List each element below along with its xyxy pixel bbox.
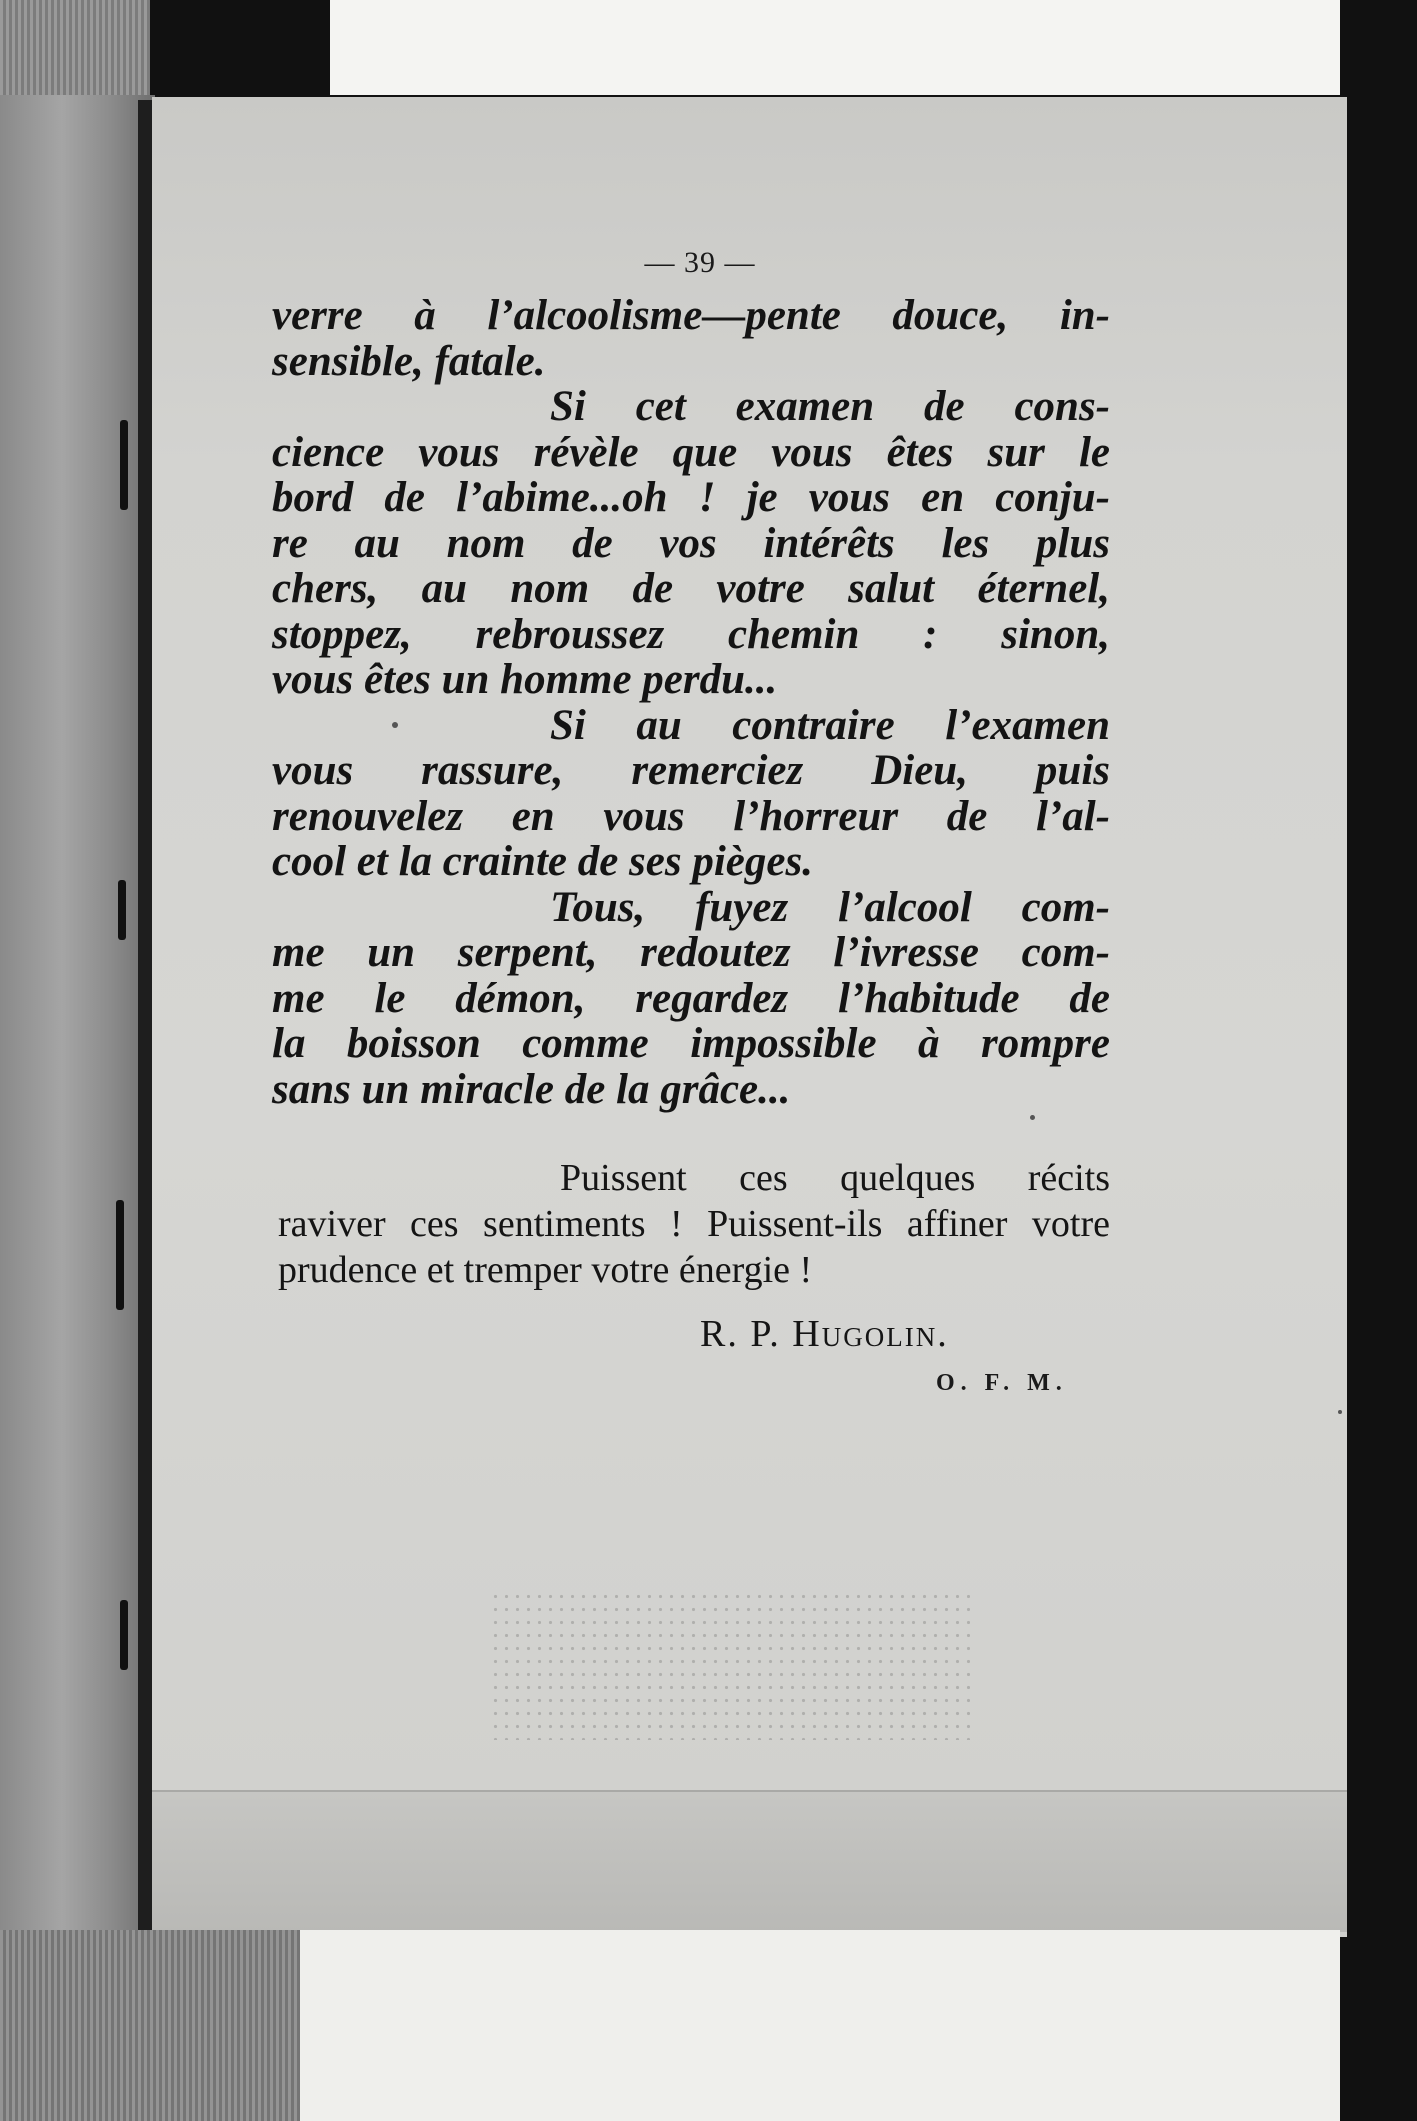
text-line: prudence et tremper votre énergie ! — [278, 1249, 813, 1291]
text-line: verre à l’alcoolisme—pente douce, in- — [272, 292, 1110, 339]
text-line: Tous, fuyez l’alcool com- — [550, 883, 1110, 931]
text-line: me un serpent, redoutez l’ivresse com- — [272, 929, 1110, 976]
text-line: cience vous révèle que vous êtes sur le — [272, 428, 1110, 476]
binding-cloth-top — [0, 0, 150, 95]
page-number: — 39 — — [644, 246, 756, 279]
text-line: la boisson comme impossible à rompre — [272, 1020, 1110, 1067]
text-line: vous rassure, remerciez Dieu, puis — [272, 747, 1110, 794]
background-page-top — [330, 0, 1340, 95]
ink-speck — [1338, 1410, 1342, 1414]
text-line: Puissent ces quelques récits — [560, 1157, 1110, 1199]
closing-paragraph — [278, 1155, 1110, 1293]
author-signature: R. P. Hugolin. — [700, 1313, 949, 1355]
show-through-noise — [490, 1590, 970, 1740]
text-line: raviver ces sentiments ! Puissent-ils affiner votre — [278, 1203, 1110, 1245]
text-line: Si cet examen de cons- — [550, 383, 1110, 430]
ink-speck — [392, 722, 398, 728]
religious-order: O. F. M. — [936, 1370, 1068, 1396]
text-line: sans un miracle de la grâce... — [272, 1065, 791, 1113]
text-line: me le démon, regardez l’habitude de — [272, 974, 1110, 1022]
text-line: sensible, fatale. — [272, 337, 546, 385]
text-line: bord de l’abime...oh ! je vous en conju- — [272, 474, 1110, 521]
binding-cloth-bottom — [0, 1930, 300, 2121]
book-binding — [0, 95, 155, 1935]
background-page-bottom — [300, 1930, 1340, 2121]
italic-passage — [272, 293, 1110, 1112]
text-line: renouvelez en vous l’horreur de l’al- — [272, 792, 1110, 840]
binding-mark — [120, 420, 128, 510]
text-line: Si au contraire l’examen — [550, 701, 1110, 749]
text-line: chers, au nom de votre salut éternel, — [272, 565, 1110, 612]
page-bottom-edge — [152, 1790, 1347, 1932]
text-line: vous êtes un homme perdu... — [272, 656, 778, 703]
binding-mark — [118, 880, 126, 940]
binding-mark — [120, 1600, 128, 1670]
text-line: re au nom de vos intérêts les plus — [272, 519, 1110, 567]
ink-speck — [1030, 1115, 1035, 1120]
spine-edge — [138, 100, 152, 1930]
text-line: cool et la crainte de ses pièges. — [272, 838, 813, 885]
binding-mark — [116, 1200, 124, 1310]
text-line: stoppez, rebroussez chemin : sinon, — [272, 610, 1110, 658]
